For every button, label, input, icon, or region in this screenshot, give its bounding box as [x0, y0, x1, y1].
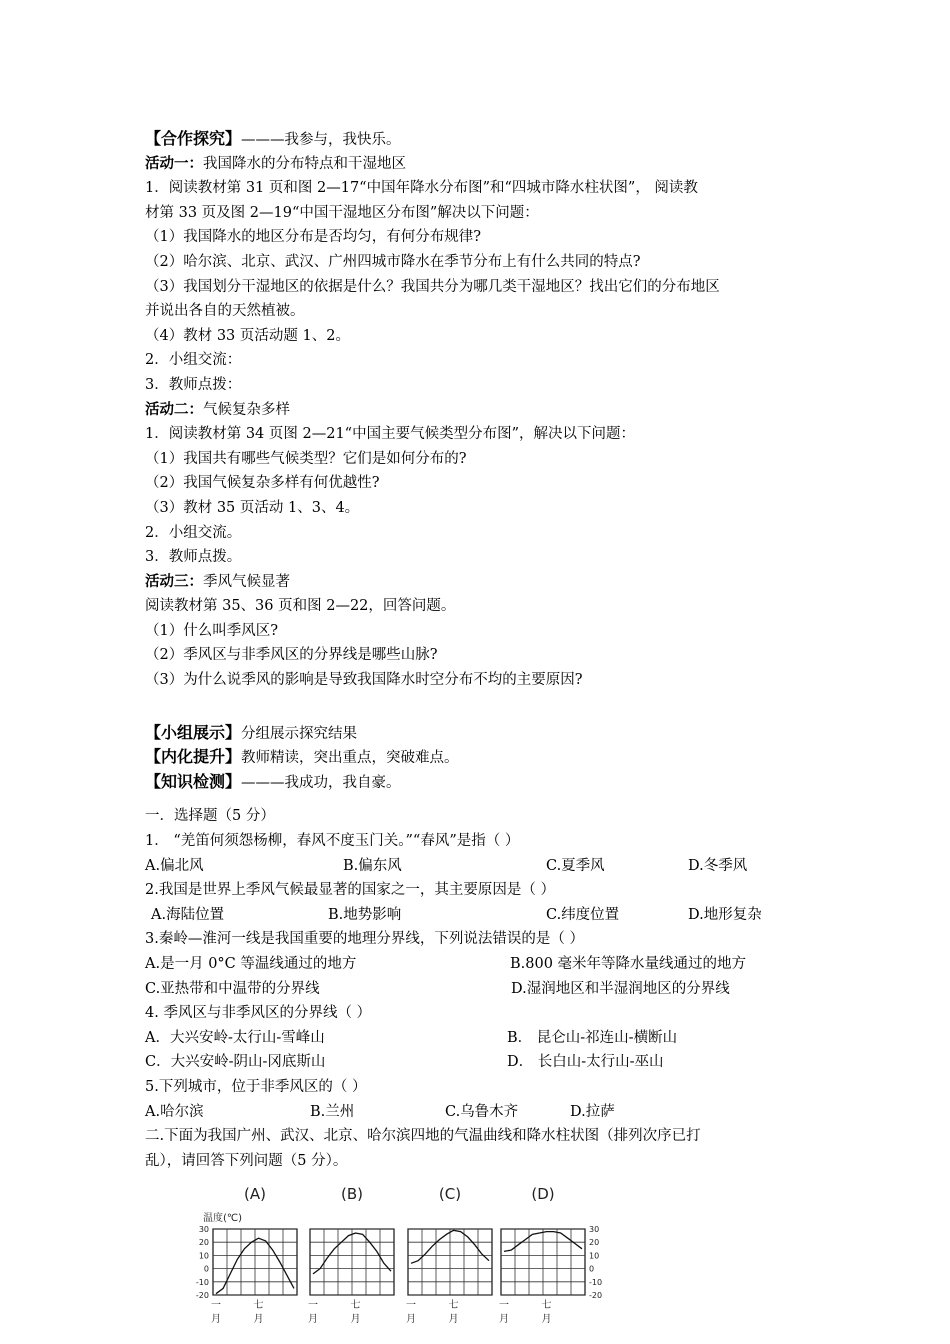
answer-options — [145, 1026, 815, 1051]
answer-option[interactable]: A.哈尔滨 — [145, 1103, 204, 1120]
question-line: （2）我国气候复杂多样有何优越性? — [145, 475, 380, 492]
month-label: 一 — [499, 1300, 509, 1312]
y-tick-label: 10 — [589, 1251, 600, 1261]
quiz-question: 5.下列城市，位于非季风区的（ ） — [145, 1078, 367, 1095]
y-axis-label: 温度(℃) — [203, 1213, 243, 1225]
month-label: 七 — [253, 1300, 264, 1312]
answer-options — [145, 977, 815, 1002]
month-label: 月 — [541, 1314, 552, 1326]
text-line: 材第 33 页及图 2—19“中国干湿地区分布图”解决以下问题： — [145, 204, 539, 221]
step-line: 3．教师点拨： — [145, 376, 242, 393]
month-label: 一 — [308, 1300, 318, 1312]
question-line: 并说出各自的天然植被。 — [145, 303, 305, 320]
answer-option[interactable]: A.海陆位置 — [151, 906, 225, 923]
answer-options — [145, 1050, 815, 1075]
y-tick-label: -10 — [589, 1278, 603, 1288]
answer-options — [145, 903, 815, 928]
panel-title: (B) — [341, 1185, 363, 1204]
quiz-question: 3.秦岭—淮河一线是我国重要的地理分界线，下列说法错误的是（ ） — [145, 931, 584, 948]
y-tick-label: 20 — [589, 1238, 600, 1248]
question-line: （3）为什么说季风的影响是导致我国降水时空分布不均的主要原因? — [145, 672, 583, 689]
quiz-part-2-title: 二.下面为我国广州、武汉、北京、哈尔滨四地的气温曲线和降水柱状图（排列次序已打 — [145, 1128, 701, 1145]
question-line: （1）什么叫季风区? — [145, 622, 278, 639]
y-tick-label: 30 — [198, 1225, 209, 1235]
month-label: 月 — [211, 1314, 221, 1326]
section-title: 【小组展示】 — [145, 722, 242, 742]
quiz-question: 4. 季风区与非季风区的分界线（ ） — [145, 1005, 372, 1022]
activity-label: 活动二： — [145, 401, 203, 418]
month-label: 月 — [308, 1314, 318, 1326]
y-tick-label: 0 — [203, 1264, 209, 1274]
question-line: （1）我国降水的地区分布是否均匀，有何分布规律? — [145, 229, 481, 246]
section-slogan: ———我参与，我快乐。 — [241, 132, 401, 148]
section-title: 【合作探究】 — [145, 129, 242, 148]
section-knowledge-test — [145, 770, 815, 795]
y-tick-label: -10 — [195, 1278, 209, 1288]
quiz-part-2-title-cont: 乱），请回答下列问题（5 分）。 — [145, 1152, 348, 1169]
answer-options — [145, 854, 815, 879]
step-line: 3．教师点拨。 — [145, 549, 242, 566]
text-line: 1．阅读教材第 31 页和图 2—17“中国年降水分布图”和“四城市降水柱状图”， 阅读教 — [145, 180, 698, 197]
panel-title: (A) — [244, 1185, 266, 1204]
spacer — [145, 794, 815, 804]
document-page — [145, 127, 815, 1337]
answer-option[interactable]: B． 昆仑山-祁连山-横断山 — [507, 1029, 678, 1046]
section-title: 【知识检测】 — [145, 771, 242, 791]
quiz-question: 1． “羌笛何须怨杨柳，春风不度玉门关。”“春风”是指（ ） — [145, 833, 520, 850]
section-group-show — [145, 721, 815, 746]
text-line: 阅读教材第 35、36 页和图 2—22，回答问题。 — [145, 598, 456, 615]
question-line: （3）教材 35 页活动 1、3、4。 — [145, 499, 360, 516]
question-line: （2）季风区与非季风区的分界线是哪些山脉? — [145, 647, 438, 664]
answer-option[interactable]: D.拉萨 — [570, 1103, 615, 1120]
y-tick-label: -20 — [589, 1291, 603, 1301]
activity-1-heading — [145, 152, 815, 177]
month-label: 七 — [350, 1300, 361, 1312]
section-text: 教师精读，突出重点，突破难点。 — [241, 750, 459, 767]
y-tick-label: 20 — [198, 1238, 209, 1248]
month-label: 月 — [253, 1314, 264, 1326]
climate-charts — [145, 1177, 815, 1337]
answer-option[interactable]: D.地形复杂 — [688, 906, 762, 923]
month-label: 月 — [499, 1314, 509, 1326]
answer-option[interactable]: B.800 毫米年等降水量线通过的地方 — [510, 956, 747, 972]
answer-option[interactable]: D.冬季风 — [688, 857, 748, 874]
answer-option[interactable]: A.是一月 0°C 等温线通过的地方 — [145, 956, 357, 972]
text-line: 1．阅读教材第 34 页图 2—21“中国主要气候类型分布图”，解决以下问题： — [145, 426, 636, 443]
activity-label: 活动三： — [145, 573, 203, 590]
answer-option[interactable]: B.偏东风 — [343, 857, 402, 874]
month-label: 七 — [541, 1300, 552, 1312]
y-tick-label: -20 — [195, 1291, 209, 1301]
y-tick-label: 0 — [589, 1264, 595, 1274]
answer-option[interactable]: C.夏季风 — [546, 857, 605, 874]
quiz-part-1-title: 一．选择题（5 分） — [145, 808, 275, 825]
question-line: （1）我国共有哪些气候类型？它们是如何分布的? — [145, 450, 467, 467]
climate-charts-svg — [145, 1177, 815, 1337]
activity-title: 季风气候显著 — [203, 573, 290, 590]
section-title: 【内化提升】 — [145, 747, 242, 767]
y-tick-label: 30 — [589, 1225, 600, 1235]
spacer — [145, 693, 815, 721]
answer-option[interactable]: D． 长白山-太行山-巫山 — [507, 1054, 664, 1071]
question-line: （4）教材 33 页活动题 1、2。 — [145, 327, 350, 344]
activity-2-heading — [145, 398, 815, 423]
answer-options — [145, 1100, 815, 1125]
question-line: （2）哈尔滨、北京、武汉、广州四城市降水在季节分布上有什么共同的特点? — [145, 253, 641, 270]
answer-option[interactable]: C．大兴安岭-阴山-冈底斯山 — [145, 1054, 326, 1071]
section-cooperative-inquiry — [145, 127, 815, 152]
answer-option[interactable]: C.乌鲁木齐 — [445, 1103, 519, 1120]
month-label: 月 — [350, 1314, 361, 1326]
activity-3-heading — [145, 570, 815, 595]
activity-label: 活动一： — [145, 155, 203, 172]
activity-title: 气候复杂多样 — [203, 401, 290, 418]
step-line: 2．小组交流。 — [145, 524, 242, 541]
section-slogan: ———我成功，我自豪。 — [241, 774, 401, 791]
section-internalize — [145, 745, 815, 770]
y-tick-label: 10 — [198, 1251, 209, 1261]
panel-title: (D) — [531, 1185, 555, 1204]
month-label: 月 — [406, 1314, 416, 1326]
answer-option[interactable]: C.纬度位置 — [546, 906, 620, 923]
month-label: 一 — [211, 1300, 221, 1312]
answer-option[interactable]: A.偏北风 — [145, 857, 204, 874]
panel-title: (C) — [438, 1185, 462, 1204]
answer-options — [145, 952, 815, 977]
month-label: 一 — [406, 1300, 416, 1312]
activity-title: 我国降水的分布特点和干湿地区 — [203, 155, 406, 172]
quiz-question: 2.我国是世界上季风气候最显著的国家之一，其主要原因是（ ） — [145, 882, 555, 899]
answer-option[interactable]: D.湿润地区和半湿润地区的分界线 — [511, 980, 730, 997]
step-line: 2．小组交流： — [145, 352, 242, 369]
question-line: （3）我国划分干湿地区的依据是什么？我国共分为哪几类干湿地区？找出它们的分布地区 — [145, 278, 720, 295]
section-text: 分组展示探究结果 — [241, 725, 358, 742]
answer-option[interactable]: A．大兴安岭-太行山-雪峰山 — [145, 1029, 325, 1046]
answer-option[interactable]: B.兰州 — [310, 1103, 355, 1120]
answer-option[interactable]: C.亚热带和中温带的分界线 — [145, 980, 320, 997]
month-label: 七 — [448, 1300, 459, 1312]
answer-option[interactable]: B.地势影响 — [328, 906, 402, 923]
month-label: 月 — [448, 1314, 459, 1326]
